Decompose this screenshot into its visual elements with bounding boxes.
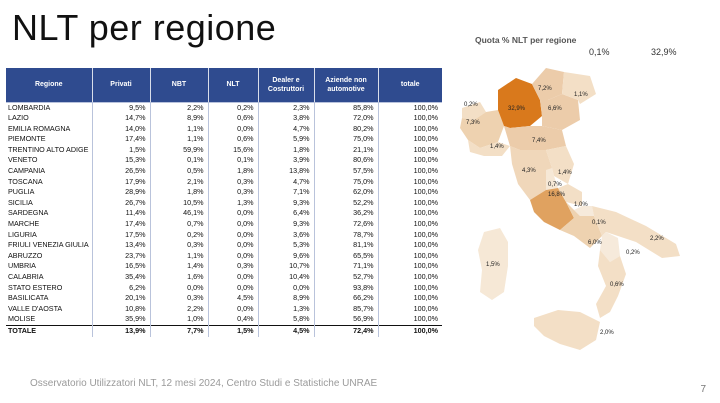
value-cell: 0,2% [208, 102, 258, 113]
value-cell: 100,0% [413, 102, 438, 112]
value-cell: 2,3% [258, 102, 314, 113]
value-cell: 17,4% [92, 219, 150, 230]
value-cell: 17,4% [92, 134, 150, 145]
value-cell: 6,4% [258, 208, 314, 219]
region-name-cell: TOTALE [6, 325, 92, 336]
value-cell: 0,6% [208, 134, 258, 145]
value-cell: 56,9% [314, 314, 378, 325]
value-cell: 1,3% [208, 198, 258, 209]
table-header [6, 68, 442, 102]
map-label-valle-daosta: 0,2% [464, 102, 478, 108]
value-cell: 100,0% [413, 219, 438, 229]
region-name-cell: SICILIA [6, 198, 92, 209]
value-cell: 36,2% [314, 208, 378, 219]
table-row [6, 293, 442, 304]
column-header: Regione [6, 68, 92, 102]
value-cell: 0,3% [208, 261, 258, 272]
value-cell: 0,7% [150, 219, 208, 230]
map-label-sicilia: 2,0% [600, 330, 614, 336]
value-cell: 20,1% [92, 293, 150, 304]
region-name-cell: SARDEGNA [6, 208, 92, 219]
value-cell: 80,6% [314, 155, 378, 166]
region-name-cell: MOLISE [6, 314, 92, 325]
value-cell: 16,5% [92, 261, 150, 272]
map-label-umbria: 0,7% [548, 182, 562, 188]
table-row [6, 240, 442, 251]
map-label-basilicata: 0,2% [626, 250, 640, 256]
table-row [6, 124, 442, 135]
column-header: NLT [208, 68, 258, 102]
value-cell: 0,3% [150, 240, 208, 251]
value-cell: 71,1% [314, 261, 378, 272]
map-label-trentino: 7,2% [538, 86, 552, 92]
map-label-abruzzo: 1,0% [574, 202, 588, 208]
region-name-cell: STATO ESTERO [6, 283, 92, 294]
value-cell: 100,0% [413, 113, 438, 123]
value-cell: 26,5% [92, 166, 150, 177]
value-cell: 100,0% [413, 229, 438, 239]
region-name-cell: LOMBARDIA [6, 102, 92, 113]
table-row [6, 113, 442, 124]
value-cell: 66,2% [314, 293, 378, 304]
value-cell: 17,5% [92, 230, 150, 241]
value-cell: 0,3% [150, 293, 208, 304]
value-cell: 1,4% [150, 261, 208, 272]
value-cell: 0,0% [208, 283, 258, 294]
value-cell: 3,6% [258, 230, 314, 241]
column-header: Privati [92, 68, 150, 102]
region-sicilia [534, 310, 600, 350]
value-cell: 9,5% [92, 102, 150, 113]
value-cell: 100,0% [378, 325, 442, 336]
value-cell: 2,2% [150, 102, 208, 113]
value-cell: 100,0% [413, 303, 438, 313]
value-cell: 1,1% [150, 124, 208, 135]
value-cell: 0,0% [208, 208, 258, 219]
value-cell: 85,8% [314, 102, 378, 113]
value-cell: 100,0% [413, 293, 438, 303]
value-cell: 57,5% [314, 166, 378, 177]
map-label-veneto: 6,6% [548, 106, 562, 112]
region-name-cell: TRENTINO ALTO ADIGE [6, 145, 92, 156]
value-cell: 4,5% [208, 293, 258, 304]
value-cell: 46,1% [150, 208, 208, 219]
table-row [6, 272, 442, 283]
value-cell: 14,7% [92, 113, 150, 124]
map-label-sardegna: 1,5% [486, 262, 500, 268]
value-cell: 10,8% [92, 304, 150, 315]
value-cell: 81,1% [314, 240, 378, 251]
value-cell: 0,1% [208, 155, 258, 166]
map-label-marche: 1,4% [558, 170, 572, 176]
column-header: Aziende non automotive [314, 68, 378, 102]
value-cell: 100,0% [413, 144, 438, 154]
value-cell: 75,0% [314, 177, 378, 188]
table-row [6, 177, 442, 188]
table-row [6, 283, 442, 294]
value-cell: 35,9% [92, 314, 150, 325]
value-cell: 0,2% [150, 230, 208, 241]
value-cell: 0,3% [208, 187, 258, 198]
map-label-lombardia: 32,9% [508, 106, 526, 112]
value-cell: 62,0% [314, 187, 378, 198]
value-cell: 78,7% [314, 230, 378, 241]
table-row [6, 219, 442, 230]
value-cell: 85,7% [314, 304, 378, 315]
table-row [6, 198, 442, 209]
region-name-cell: CALABRIA [6, 272, 92, 283]
value-cell: 21,1% [314, 145, 378, 156]
legend-title: Quota % NLT per regione [475, 35, 577, 45]
region-name-cell: ABRUZZO [6, 251, 92, 262]
table-total-row [6, 325, 442, 336]
value-cell: 100,0% [413, 187, 438, 197]
value-cell: 6,2% [92, 283, 150, 294]
value-cell: 11,4% [92, 208, 150, 219]
region-name-cell: LIGURIA [6, 230, 92, 241]
value-cell: 100,0% [413, 314, 438, 324]
header-row [6, 68, 442, 102]
legend-max: 32,9% [651, 47, 677, 57]
map-label-liguria: 1,4% [490, 144, 504, 150]
table-row [6, 208, 442, 219]
value-cell: 10,4% [258, 272, 314, 283]
value-cell: 13,8% [258, 166, 314, 177]
value-cell: 100,0% [413, 240, 438, 250]
table-row [6, 261, 442, 272]
value-cell: 0,0% [258, 283, 314, 294]
value-cell: 100,0% [413, 261, 438, 271]
value-cell: 23,7% [92, 251, 150, 262]
legend-min: 0,1% [589, 47, 610, 57]
footer-source: Osservatorio Utilizzatori NLT, 12 mesi 2024, Centro Studi e Statistiche UNRAE [30, 378, 378, 389]
value-cell: 13,9% [92, 325, 150, 336]
region-name-cell: PUGLIA [6, 187, 92, 198]
value-cell: 93,8% [314, 283, 378, 294]
map-label-puglia: 2,2% [650, 236, 664, 242]
value-cell: 72,4% [314, 325, 378, 336]
table-row [6, 102, 442, 113]
map-label-toscana: 4,3% [522, 168, 536, 174]
table-row [6, 230, 442, 241]
region-name-cell: BASILICATA [6, 293, 92, 304]
map-label-molise: 0,1% [592, 220, 606, 226]
value-cell: 3,8% [258, 113, 314, 124]
table-body [6, 102, 442, 337]
italy-choropleth-map [450, 60, 712, 360]
value-cell: 0,0% [150, 283, 208, 294]
value-cell: 0,0% [208, 124, 258, 135]
value-cell: 7,7% [150, 325, 208, 336]
table-row [6, 187, 442, 198]
value-cell: 35,4% [92, 272, 150, 283]
value-cell: 28,9% [92, 187, 150, 198]
value-cell: 1,3% [258, 304, 314, 315]
value-cell: 13,4% [92, 240, 150, 251]
value-cell: 100,0% [413, 123, 438, 133]
value-cell: 0,3% [208, 177, 258, 188]
value-cell: 1,8% [258, 145, 314, 156]
value-cell: 80,2% [314, 124, 378, 135]
value-cell: 100,0% [413, 134, 438, 144]
page-number: 7 [700, 384, 706, 395]
value-cell: 9,3% [258, 219, 314, 230]
map-label-emilia: 7,4% [532, 138, 546, 144]
value-cell: 15,3% [92, 155, 150, 166]
value-cell: 100,0% [413, 166, 438, 176]
region-name-cell: PIEMONTE [6, 134, 92, 145]
region-name-cell: MARCHE [6, 219, 92, 230]
value-cell: 100,0% [413, 208, 438, 218]
value-cell: 65,5% [314, 251, 378, 262]
value-cell: 5,8% [258, 314, 314, 325]
value-cell: 1,1% [150, 251, 208, 262]
value-cell: 9,3% [258, 198, 314, 209]
value-cell: 4,7% [258, 177, 314, 188]
table-row [6, 251, 442, 262]
value-cell: 3,9% [258, 155, 314, 166]
map-label-calabria: 0,6% [610, 282, 624, 288]
value-cell: 75,0% [314, 134, 378, 145]
table-row [6, 134, 442, 145]
value-cell: 14,0% [92, 124, 150, 135]
value-cell: 9,6% [258, 251, 314, 262]
value-cell: 10,5% [150, 198, 208, 209]
value-cell: 100,0% [413, 272, 438, 281]
value-cell: 100,0% [413, 176, 438, 186]
page-title: NLT per regione [12, 7, 277, 48]
value-cell: 8,9% [258, 293, 314, 304]
region-name-cell: UMBRIA [6, 261, 92, 272]
value-cell: 7,1% [258, 187, 314, 198]
value-cell: 0,0% [208, 304, 258, 315]
value-cell: 0,6% [208, 113, 258, 124]
map-legend [470, 30, 710, 57]
table-row [6, 145, 442, 156]
region-name-cell: VALLE D'AOSTA [6, 304, 92, 315]
map-label-piemonte: 7,3% [466, 120, 480, 126]
value-cell: 72,0% [314, 113, 378, 124]
region-name-cell: FRIULI VENEZIA GIULIA [6, 240, 92, 251]
value-cell: 1,6% [150, 272, 208, 283]
value-cell: 0,1% [150, 155, 208, 166]
table-row [6, 155, 442, 166]
table-row [6, 166, 442, 177]
value-cell: 10,7% [258, 261, 314, 272]
value-cell: 8,9% [150, 113, 208, 124]
value-cell: 100,0% [413, 197, 438, 207]
value-cell: 52,7% [314, 272, 378, 283]
region-name-cell: TOSCANA [6, 177, 92, 188]
value-cell: 100,0% [413, 282, 438, 292]
value-cell: 72,6% [314, 219, 378, 230]
value-cell: 1,8% [150, 187, 208, 198]
value-cell: 4,7% [258, 124, 314, 135]
table-row [6, 314, 442, 325]
value-cell: 1,0% [150, 314, 208, 325]
region-name-cell: VENETO [6, 155, 92, 166]
value-cell: 1,8% [208, 166, 258, 177]
value-cell: 4,5% [258, 325, 314, 336]
value-cell: 1,1% [150, 134, 208, 145]
value-cell: 0,0% [208, 251, 258, 262]
value-cell: 5,9% [258, 134, 314, 145]
value-cell: 59,9% [150, 145, 208, 156]
value-cell: 1,5% [92, 145, 150, 156]
value-cell: 100,0% [413, 250, 438, 260]
regions-table-container [6, 68, 442, 337]
value-cell: 17,9% [92, 177, 150, 188]
value-cell: 0,4% [208, 314, 258, 325]
table-row [6, 304, 442, 315]
value-cell: 5,3% [258, 240, 314, 251]
value-cell: 15,6% [208, 145, 258, 156]
region-name-cell: CAMPANIA [6, 166, 92, 177]
column-header: NBT [150, 68, 208, 102]
value-cell: 52,2% [314, 198, 378, 209]
value-cell: 26,7% [92, 198, 150, 209]
column-header: Dealer e Costruttori [258, 68, 314, 102]
region-name-cell: EMILIA ROMAGNA [6, 124, 92, 135]
value-cell: 2,2% [150, 304, 208, 315]
value-cell: 0,0% [208, 230, 258, 241]
map-label-campania: 6,0% [588, 240, 602, 246]
value-cell: 0,0% [208, 272, 258, 283]
map-label-friuli: 1,1% [574, 92, 588, 98]
value-cell: 0,0% [208, 240, 258, 251]
value-cell: 0,0% [208, 219, 258, 230]
value-cell: 100,0% [413, 155, 438, 165]
map-label-lazio: 16,8% [548, 192, 566, 198]
region-name-cell: LAZIO [6, 113, 92, 124]
column-header: totale [378, 68, 442, 102]
value-cell: 1,5% [208, 325, 258, 336]
value-cell: 2,1% [150, 177, 208, 188]
value-cell: 0,5% [150, 166, 208, 177]
regions-table [6, 68, 442, 337]
